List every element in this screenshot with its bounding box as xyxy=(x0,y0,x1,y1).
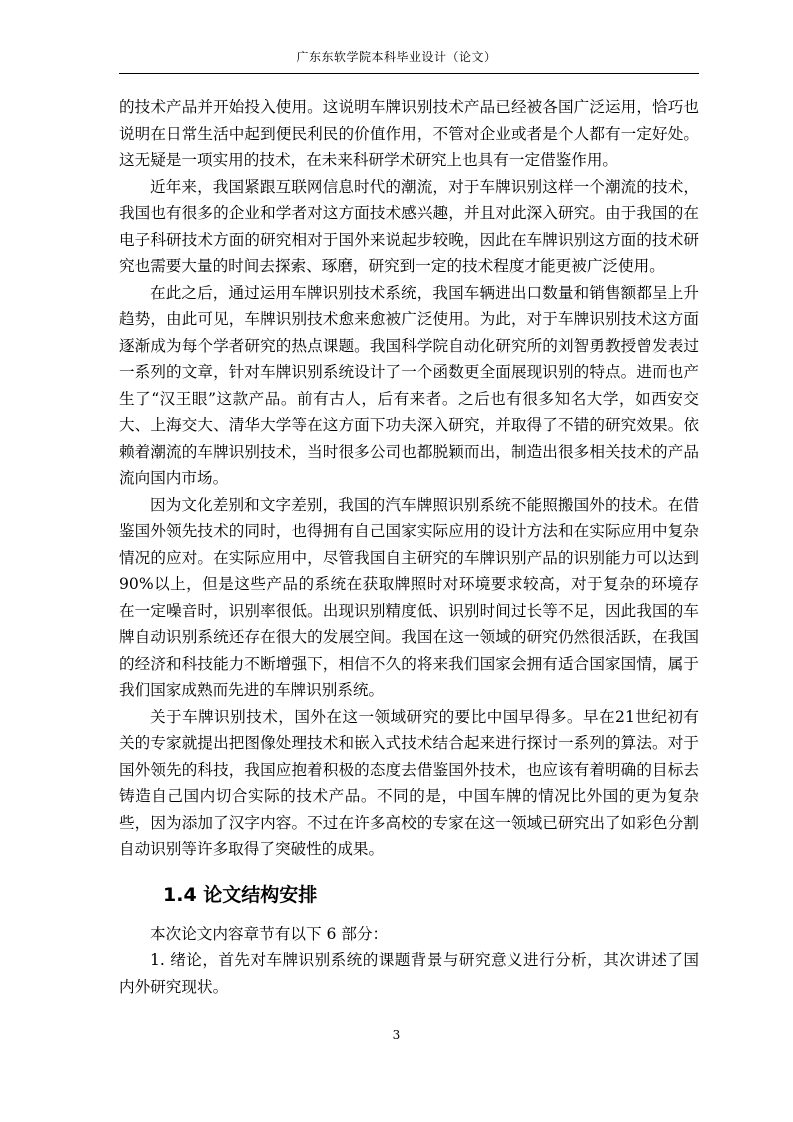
paragraph-4: 因为文化差别和文字差别，我国的汽车牌照识别系统不能照搬国外的技术。在借鉴国外领先技术的同时，也得拥有自己国家实际应用的设计方法和在实际应用中复杂情况的应对。在实际应用中，尽管我国自主研究的车牌识别产品的识别能力可以达到90%以上，但是这些产品的系统在获取牌照时对环境要求较高，对于复杂的环境存在一定噪音时，识别率很低。出现识别精度低、识别时间过长等不足，因此我国的车牌自动识别系统还存在很大的发展空间。我国在这一领域的研究仍然很活跃，在我国的经济和科技能力不断增强下，相信不久的将来我们国家会拥有适合国家国情，属于我们国家成熟而先进的车牌识别系统。 xyxy=(119,495,699,699)
paragraph-5: 关于车牌识别技术，国外在这一领域研究的要比中国早得多。早在21世纪初有关的专家就提出把图像处理技术和嵌入式技术结合起来进行探讨一系列的算法。对于国外领先的科技，我国应抱着积极的态度去借鉴国外技术，也应该有着明确的目标去铸造自己国内切合实际的技术产品。不同的是，中国车牌的情况比外国的更为复杂些，因为添加了汉字内容。不过在许多高校的专家在这一领域已研究出了如彩色分割自动识别等许多取得了突破性的成果。 xyxy=(119,707,699,858)
paragraph-2: 近年来，我国紧跟互联网信息时代的潮流，对于车牌识别这样一个潮流的技术，我国也有很多的企业和学者对这方面技术感兴趣，并且对此深入研究。由于我国的在电子科研技术方面的研究相对于国外来说起步较晚，因此在车牌识别这方面的技术研究也需要大量的时间去探索、琢磨，研究到一定的技术程度才能更被广泛使用。 xyxy=(119,177,699,275)
page-number: 3 xyxy=(392,1028,401,1042)
header-rule xyxy=(119,73,699,74)
paragraph-1: 的技术产品并开始投入使用。这说明车牌识别技术产品已经被各国广泛运用，恰巧也说明在日常生活中起到便民利民的价值作用，不管对企业或者是个人都有一定好处。这无疑是一项实用的技术，在未来科研学术研究上也具有一定借鉴作用。 xyxy=(119,98,699,169)
body-text xyxy=(119,94,699,1000)
running-header: 广东东软学院本科毕业设计（论文） xyxy=(296,50,497,64)
list-item-1: 1. 绪论，首先对车牌识别系统的课题背景与研究意义进行分析，其次讲述了国内外研究现状。 xyxy=(119,951,699,996)
paragraph-3: 在此之后，通过运用车牌识别技术系统，我国车辆进出口数量和销售额都呈上升趋势，由此可见，车牌识别技术愈来愈被广泛使用。为此，对于车牌识别技术这方面逐渐成为每个学者研究的热点课题。我国科学院自动化研究所的刘智勇教授曾发表过一系列的文章，针对车牌识别系统设计了一个函数更全面展现识别的特点。进而也产生了“汉王眼”这款产品。前有古人，后有来者。之后也有很多知名大学，如西安交大、上海交大、清华大学等在这方面下功夫深入研究，并取得了不错的研究效果。依赖着潮流的车牌识别技术，当时很多公司也都脱颖而出，制造出很多相关技术的产品流向国内市场。 xyxy=(119,283,699,487)
section-heading: 1.4 论文结构安排 xyxy=(163,883,318,906)
section-intro: 本次论文内容章节有以下 6 部分： xyxy=(150,924,389,943)
